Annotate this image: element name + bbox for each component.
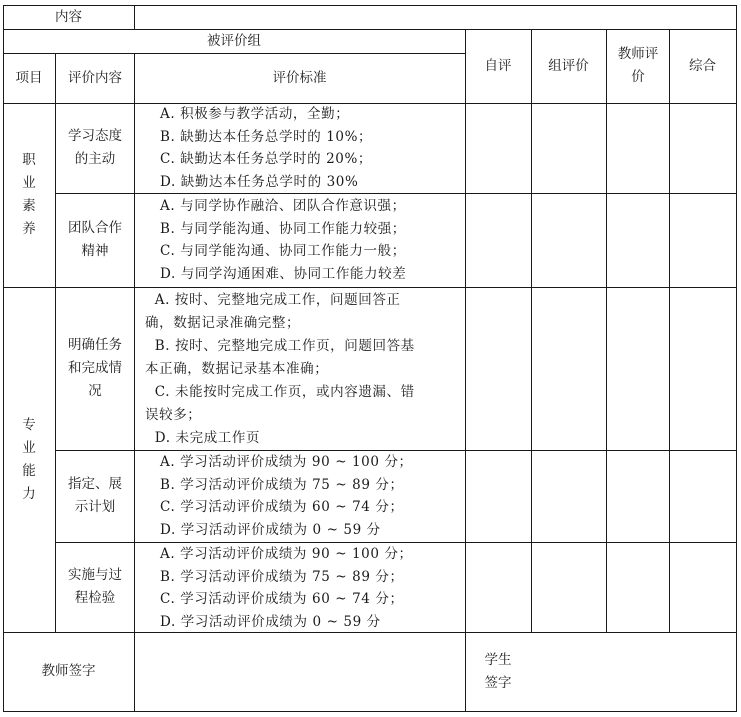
criteria-line: C. 学习活动评价成绩为 60 ~ 74 分； [160,499,404,515]
criteria-line: A. 积极参与教学活动，全勤； [160,106,350,122]
eval-content: 明确任务和完成情况 [68,337,122,399]
teacher-sign-field[interactable] [134,632,465,711]
criteria-line: B. 学习活动评价成绩为 75 ~ 89 分； [160,568,404,585]
criteria-line: C. 未能按时完成工作页，或内容遗漏、错 [145,384,415,400]
criteria-line: B. 与同学能沟通、协同工作能力较强； [160,220,406,237]
criteria-line: 确，数据记录准确完整； [145,315,301,331]
col-item-header: 项目 [15,69,43,86]
teacher-sign-label: 教师签字 [41,663,96,679]
criteria-line: A. 学习活动评价成绩为 90 ~ 100 分； [160,546,413,562]
criteria-line: D. 学习活动评价成绩为 0 ~ 59 分 [160,613,381,630]
criteria-line: D. 未完成工作页 [145,430,261,446]
content-value-cell [134,5,736,29]
eval-content: 指定、展示计划 [68,476,122,515]
col-group-header: 组评价 [548,57,589,74]
eval-content: 团队合作精神 [68,220,122,259]
criteria-line: C. 与同学能沟通、协同工作能力一般； [160,243,406,259]
criteria-line: A. 学习活动评价成绩为 90 ~ 100 分； [160,454,413,470]
criteria-list [160,195,462,287]
criteria-line: 本正确，数据记录基本准确； [145,361,329,377]
section-name: 职业素养 [22,152,36,237]
criteria-line: C. 学习活动评价成绩为 60 ~ 74 分； [160,591,404,607]
criteria-line: D. 学习活动评价成绩为 0 ~ 59 分 [160,521,381,538]
content-label: 内容 [55,8,82,25]
criteria-line: C. 缺勤达本任务总学时的 20%； [160,151,373,167]
criteria-list [160,103,460,193]
eval-content: 实施与过程检验 [68,567,122,606]
col-overall-header: 综合 [689,57,716,74]
criteria-line: D. 与同学沟通困难、协同工作能力较差 [160,265,407,282]
student-sign-label: 学生签字 [484,651,512,691]
eval-content: 学习态度的主动 [68,128,122,167]
col-standard-header: 评价标准 [272,69,327,86]
criteria-line: D. 缺勤达本任务总学时的 30% [160,173,359,190]
student-sign-field[interactable] [531,632,736,711]
criteria-line: B. 按时、完整地完成工作页，问题回答基 [145,338,415,354]
criteria-list [160,451,462,542]
col-eval-content-header: 评价内容 [68,69,122,86]
col-self-header: 自评 [484,57,512,74]
criteria-list [160,543,462,632]
col-teacher-header: 教师评价 [617,46,659,85]
criteria-line: 误较多； [145,407,202,423]
criteria-list [145,289,461,450]
criteria-line: B. 缺勤达本任务总学时的 10%； [160,128,373,145]
criteria-line: A. 按时、完整地完成工作，问题回答正 [145,292,401,308]
criteria-line: B. 学习活动评价成绩为 75 ~ 89 分； [160,476,404,493]
group-label: 被评价组 [207,32,261,49]
section-name: 专业能力 [22,416,36,502]
criteria-line: A. 与同学协作融洽、团队合作意识强； [160,198,406,214]
